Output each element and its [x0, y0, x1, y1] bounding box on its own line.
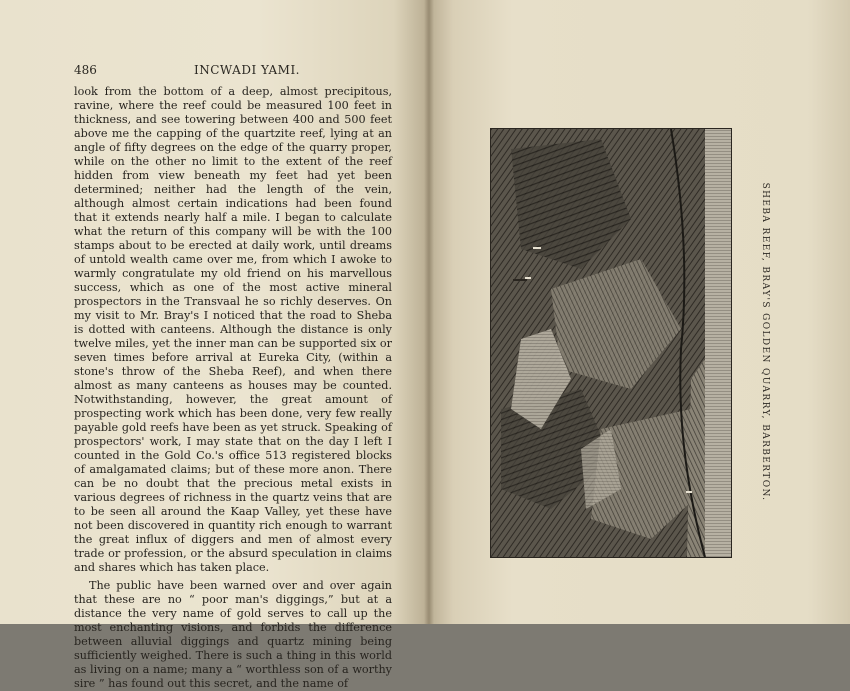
plate-caption: SHEBA REEF, BRAY'S GOLDEN QUARRY, BARBERTON.: [760, 182, 770, 502]
engraving-illustration: [491, 129, 731, 557]
engraving-plate: [490, 128, 732, 558]
book-spine: [424, 0, 434, 624]
page-number: 486: [74, 63, 97, 77]
paragraph: The public have been warned over and over again that these are no “ poor man's diggings,” but at a distance the very name of gold serves to call up the most enchanting visions, and forbids the difference between alluvial diggings and quartz mining being sufficiently weighed. There is such a thing in this world as living on a name; many a “ worthless son of a worthy sire ” has found out this secret, and the name of: [74, 579, 392, 690]
page-header: [74, 63, 392, 79]
paragraph: look from the bottom of a deep, almost precipitous, ravine, where the reef could be measured 100 feet in thickness, and see towering between 400 and 500 feet above me the capping of the quartzite reef, lying at an angle of fifty degrees on the edge of the quarry proper, while on the other no limit to the extent of the reef hidden from view beneath my feet had yet been determined; neither had the length of the vein, although almost certain indications had been found that it extends nearly half a mile. I began to calculate what the return of this company will be with the 100 stamps about to be erected at daily work, until dreams of untold wealth came over me, from which I awoke to warmly congratulate my old friend on his marvellous success, which as one of the most active mineral prospectors in the Transvaal he so richly deserves. On my visit to Mr. Bray's I noticed that the road to Sheba is dotted with canteens. Although the distance is only twelve miles, yet the inner man can be supported six or seven times before arrival at Eureka City, (within a stone's throw of the Sheba Reef), and when there almost as many canteens as houses may be counted. Notwithstanding, however, the great amount of prospecting work which has been done, very few really payable gold reefs have been as yet struck. Speaking of prospectors' work, I may state that on the day I left I counted in the Gold Co.'s office 513 registered blocks of amalgamated claims; but of these more anon. There can be no doubt that the precious metal exists in various degrees of richness in the quartz veins that are to be seen all around the Kaap Valley, yet these have not been discovered in quantity rich enough to warrant the great influx of diggers and men of almost every trade or profession, or the absurd speculation in claims and shares which has taken place.: [74, 85, 392, 574]
running-title: INCWADI YAMI.: [194, 63, 300, 77]
plate-caption-area: [756, 128, 774, 556]
body-text: [74, 85, 392, 691]
